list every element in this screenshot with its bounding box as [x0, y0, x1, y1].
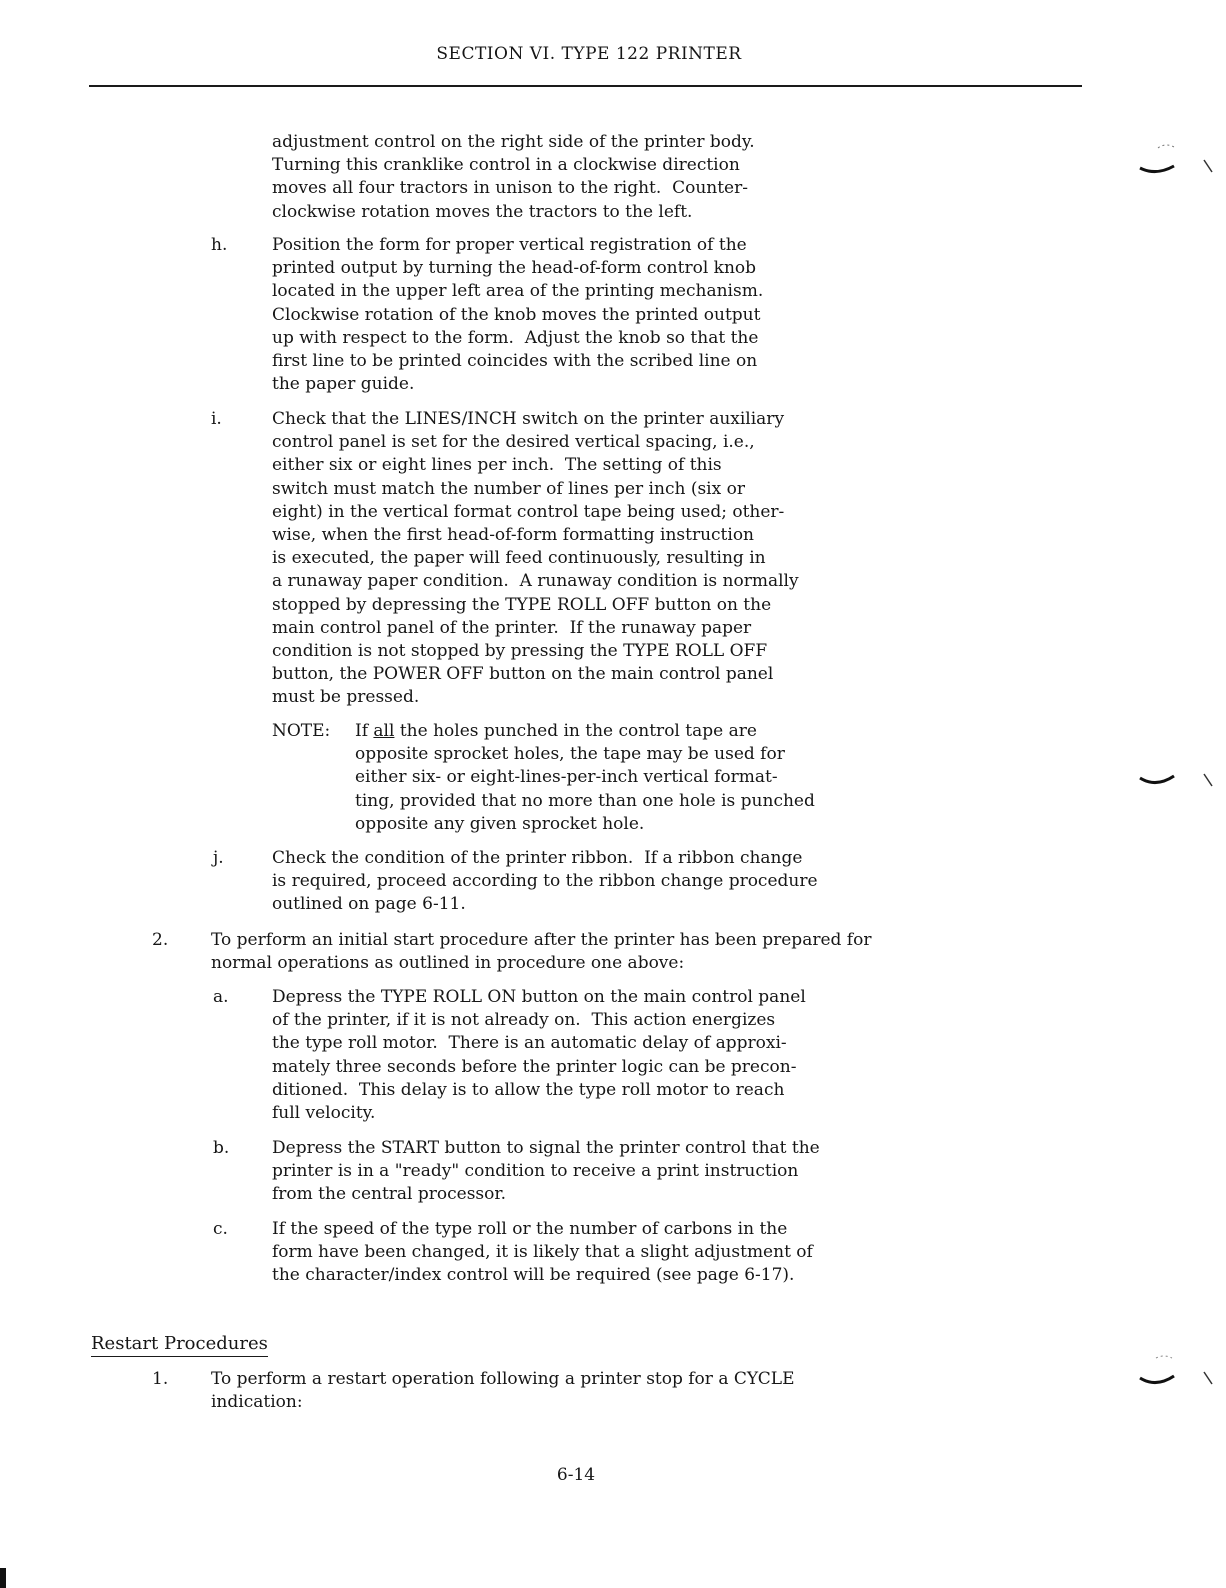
- punch-hole-mark-middle: [1136, 760, 1216, 800]
- text-line: full velocity.: [272, 1103, 376, 1124]
- text-line: is executed, the paper will feed continuously, resulting in: [272, 548, 766, 569]
- text-line: control panel is set for the desired vertical spacing, i.e.,: [272, 432, 755, 453]
- text-line: either six or eight lines per inch. The setting of this: [272, 455, 722, 476]
- restart-item-1-marker: 1.: [152, 1369, 169, 1389]
- text-line: printed output by turning the head-of-form control knob: [272, 258, 757, 279]
- text-line: form have been changed, it is likely that a slight adjustment of: [272, 1242, 813, 1263]
- text-line: up with respect to the form. Adjust the knob so that the: [272, 327, 759, 348]
- text-line: Depress the TYPE ROLL ON button on the main control panel: [272, 987, 806, 1007]
- step-i-text: [272, 408, 799, 710]
- step-c-marker: c.: [213, 1219, 228, 1239]
- text-line: the type roll motor. There is an automatic delay of approxi-: [272, 1033, 787, 1054]
- text-line: clockwise rotation moves the tractors to the left.: [272, 201, 693, 222]
- text-line: must be pressed.: [272, 687, 420, 708]
- header-rule: [89, 85, 1082, 87]
- text-line: To perform a restart operation following a printer stop for a CYCLE: [211, 1369, 795, 1389]
- note-emphasis: all: [373, 721, 395, 741]
- text-line: ditioned. This delay is to allow the type roll motor to reach: [272, 1079, 785, 1100]
- restart-item-1-text: [211, 1368, 795, 1414]
- text-line: of the printer, if it is not already on. This action energizes: [272, 1010, 776, 1031]
- page-header: SECTION VI. TYPE 122 PRINTER: [436, 44, 742, 64]
- step-h-text: [272, 234, 763, 396]
- note-text-pre: If: [355, 721, 374, 741]
- text-line: adjustment control on the right side of the printer body.: [272, 132, 755, 152]
- punch-hole-mark-top: [1136, 140, 1216, 180]
- step-j-text: [272, 847, 818, 917]
- intro-paragraph: [272, 131, 755, 224]
- text-line: either six- or eight-lines-per-inch vertical format-: [355, 767, 778, 788]
- text-line: outlined on page 6-11.: [272, 894, 466, 915]
- text-line: condition is not stopped by pressing the TYPE ROLL OFF: [272, 641, 768, 662]
- text-line: If the speed of the type roll or the number of carbons in the: [272, 1219, 788, 1239]
- text-line: mately three seconds before the printer logic can be precon-: [272, 1056, 797, 1077]
- step-a-marker: a.: [213, 987, 229, 1007]
- text-line: opposite sprocket holes, the tape may be used for: [355, 744, 785, 765]
- text-line: indication:: [211, 1392, 303, 1413]
- text-line: the paper guide.: [272, 374, 415, 395]
- text-line: printer is in a "ready" condition to receive a print instruction: [272, 1161, 799, 1182]
- text-line: ting, provided that no more than one hole is punched: [355, 790, 815, 811]
- note-label: NOTE:: [272, 721, 331, 741]
- text-line: Turning this cranklike control in a clockwise direction: [272, 155, 740, 176]
- text-line: eight) in the vertical format control tape being used; other-: [272, 501, 785, 522]
- text-line: stopped by depressing the TYPE ROLL OFF button on the: [272, 594, 772, 615]
- step-a-text: [272, 986, 806, 1125]
- text-line: To perform an initial start procedure after the printer has been prepared for: [211, 930, 872, 950]
- step-i-marker: i.: [211, 409, 222, 429]
- text-line: the character/index control will be required (see page 6-17).: [272, 1265, 795, 1286]
- text-line: a runaway paper condition. A runaway condition is normally: [272, 571, 799, 592]
- text-line: moves all four tractors in unison to the right. Counter-: [272, 178, 748, 199]
- section-heading: Restart Procedures: [91, 1333, 268, 1357]
- punch-hole-mark-bottom: [1136, 1352, 1216, 1392]
- text-line: first line to be printed coincides with the scribed line on: [272, 351, 758, 372]
- note-first-line: [355, 720, 815, 743]
- note-text: [355, 720, 815, 836]
- text-line: from the central processor.: [272, 1184, 507, 1205]
- text-line: is required, proceed according to the ribbon change procedure: [272, 871, 818, 892]
- text-line: Clockwise rotation of the knob moves the printed output: [272, 304, 761, 325]
- scan-edge-mark: [0, 1568, 6, 1588]
- text-line: normal operations as outlined in procedure one above:: [211, 953, 685, 974]
- item-2-marker: 2.: [152, 930, 169, 950]
- step-j-marker: j.: [213, 848, 224, 868]
- text-line: Position the form for proper vertical registration of the: [272, 235, 747, 255]
- text-line: wise, when the first head-of-form formatting instruction: [272, 525, 755, 546]
- item-2-text: [211, 929, 871, 975]
- text-line: switch must match the number of lines per inch (six or: [272, 478, 745, 499]
- step-b-text: [272, 1137, 820, 1207]
- text-line: Check the condition of the printer ribbon. If a ribbon change: [272, 848, 803, 868]
- text-line: Depress the START button to signal the printer control that the: [272, 1138, 820, 1158]
- text-line: Check that the LINES/INCH switch on the printer auxiliary: [272, 409, 785, 429]
- text-line: located in the upper left area of the printing mechanism.: [272, 281, 764, 302]
- text-line: button, the POWER OFF button on the main control panel: [272, 664, 774, 685]
- note-text-post: the holes punched in the control tape are: [394, 721, 757, 741]
- text-line: main control panel of the printer. If the runaway paper: [272, 617, 752, 638]
- text-line: opposite any given sprocket hole.: [355, 813, 645, 834]
- step-b-marker: b.: [213, 1138, 230, 1158]
- page-number: 6-14: [556, 1465, 596, 1485]
- step-c-text: [272, 1218, 813, 1288]
- step-h-marker: h.: [211, 235, 228, 255]
